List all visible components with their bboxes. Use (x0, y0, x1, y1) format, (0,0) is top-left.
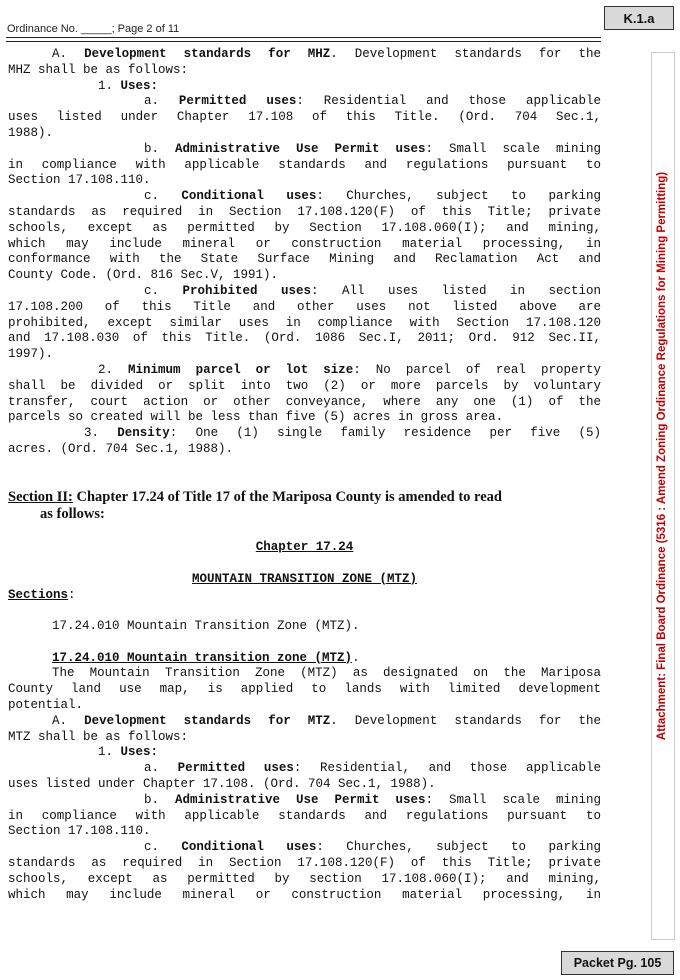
mtz-uses-heading: 1. Uses: (98, 745, 159, 760)
mhz-uses-heading: 1. Uses: (98, 78, 159, 93)
mtz-conditional-uses: c. Conditional uses: Churches, subject to parking (144, 840, 601, 855)
mhz-permitted-uses: a. Permitted uses: Residential and those applicable (144, 94, 601, 109)
mtz-section-heading: 17.24.010 Mountain transition zone (MTZ). (52, 650, 360, 665)
sections-label: Sections: (8, 587, 76, 602)
page-header: Ordinance No. _____; Page 2 of 11 (7, 23, 180, 35)
header-rule (6, 37, 601, 38)
agenda-item-badge: K.1.a (604, 6, 674, 30)
section-ii-heading: Section II: Chapter 17.24 of Title 17 of the Mariposa County is amended to read (8, 489, 502, 506)
chapter-title: Chapter 17.24 (255, 540, 354, 555)
header-rule-double (6, 41, 601, 42)
mhz-density: 3. Density: One (1) single family residence per five (5) (84, 426, 601, 441)
mhz-admin-use-permit: b. Administrative Use Permit uses: Small scale mining (144, 141, 601, 156)
mtz-permitted-uses: a. Permitted uses: Residential, and those applicable (144, 761, 601, 776)
mtz-intro: The Mountain Transition Zone (MTZ) as designated on the Mariposa (52, 666, 601, 681)
attachment-label: Attachment: Final Board Ordinance (5316 : Amend Zoning Ordinance Regulations for Mining Permitting) (656, 171, 668, 741)
toc-entry: 17.24.010 Mountain Transition Zone (MTZ). (52, 619, 360, 634)
document-body: A. Development standards for MHZ. Development standards for the MHZ shall be as follows: 1. Uses: a. Permitted uses: Residential and those applicable uses listed under Chapter 17.108 of this Title. (Ord. 704 Sec.1, 1988). b. Administrative Use Permit uses: Small scale mining in compliance with applicable standards and regulations pursuant to Section 17.108.110. c. Conditional uses: Churches, subject to parking standards as required in Section 17.108.120(F) of this Title; private schools, except as permitted by Section 17.108.060(I); and mining, which may include mineral or construction material processing, in conformance with the State Surface Mining and Reclamation Act and County Code. (Ord. 816 Sec.V, 1991). c. Prohibited uses: All uses listed in section 17.108.200 of this Title and other uses not listed above are prohibited, except similar uses in compliance with Section 17.108.120 and 17.108.030 of this Title. (Ord. 1086 Sec.I, 2011; Ord. 912 Sec.II, 1997). 2. Minimum parcel or lot size: No parcel of real property shall be divided or split into two (2) or more parcels by voluntary transfer, court action or other conveyance, where any one (1) of the parcels so created will be less than five (5) acres in gross area. 3. Density: One (1) single family residence per five (5) acres. (Ord. 704 Sec.1, 1988). Section II: Chapter 17.24 of Title 17 of the Mariposa County is amended to read as follows: Chapter 17.24 MOUNTAIN TRANSITION ZONE (MTZ) Sections: 17.24.010 Mountain Transition Zone (MTZ). 17.24.010 Mountain transition zone (MTZ). The Mountain Transition Zone (MTZ) as designated on the Mariposa County land use map, is applied to lands with limited development potential. A. Development standards for MTZ. Development standards for the MTZ shall be as follows: 1. Uses: a. Permitted uses: Residential, and those applicable uses listed under Chapter 17.108. (Ord. 704 Sec.1, 1988). b. Administrative Use Permit uses: Small scale mining in compliance with applicable standards and regulations pursuant to Section 17.108.110. c. Conditional uses: Churches, subject to parking standards as required in Section 17.108.120(F) of this Title; private schools, except as permitted by section 17.108.060(I); and mining, which may include mineral or construction material processing, in (8, 47, 601, 902)
mhz-prohibited-uses: c. Prohibited uses: All uses listed in section (144, 283, 601, 298)
mtz-admin-use-permit: b. Administrative Use Permit uses: Small scale mining (144, 792, 601, 807)
mhz-conditional-uses: c. Conditional uses: Churches, subject to parking (144, 189, 601, 204)
zone-title: MOUNTAIN TRANSITION ZONE (MTZ) (191, 571, 418, 586)
mhz-dev-standards: A. Development standards for MHZ. Development standards for the (52, 47, 601, 61)
mtz-dev-standards: A. Development standards for MTZ. Development standards for the (52, 713, 601, 728)
packet-page-badge: Packet Pg. 105 (561, 951, 674, 975)
mhz-minimum-parcel: 2. Minimum parcel or lot size: No parcel of real property (98, 362, 601, 377)
